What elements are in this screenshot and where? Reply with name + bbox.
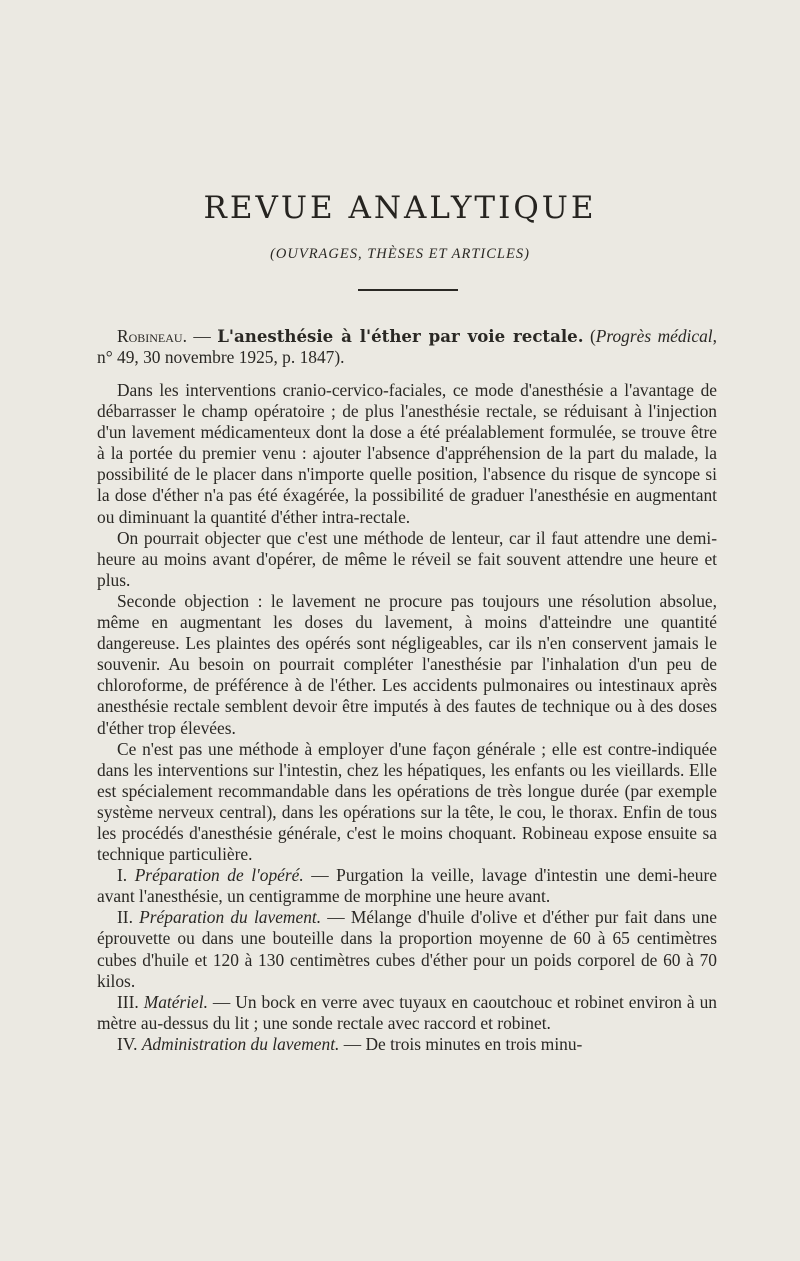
section-3 — [97, 992, 717, 1034]
section-4-number: IV. — [117, 1033, 142, 1054]
section-4 — [97, 1034, 717, 1055]
paragraph-4: Ce n'est pas une méthode à employer d'une façon générale ; elle est contre-indiquée dans les interventions sur l'intestin, chez les hépatiques, les enfants ou les vieillards. Elle est spécialement recommandable dans les opérations de très longue durée (par exemple système nerveux central), dans les opérations sur la tête, le cou, le thorax. Enfin de tous les procédés d'anesthésie générale, c'est le moins choquant. Robineau expose ensuite sa technique particulière. — [97, 738, 717, 865]
page-title: REVUE ANALYTIQUE — [203, 190, 597, 226]
section-1-text: — Purgation la veille, lavage d'intestin une demi-heure avant l'anesthésie, un centigramme de morphine une heure avant. — [97, 865, 717, 907]
section-4-text: — De trois minutes en trois minu- — [339, 1033, 583, 1054]
section-3-label: Matériel. — [143, 991, 208, 1012]
section-2 — [97, 907, 717, 991]
article-heading — [97, 326, 717, 368]
paragraph-1: Dans les interventions cranio-cervico-faciales, ce mode d'anesthésie a l'avantage de débarrasser le champ opératoire ; de plus l'anesthésie rectale, se réduisant à l'injection d'un lavement médicamenteux dont la dose a été préalablement formulée, se trouve être à la portée du premier venu : ajouter l'absence d'appréhension de la part du malade, la possibilité de le placer dans n'importe quelle position, l'absence du risque de syncope si la dose d'éther n'a pas été éxagérée, la possibilité de graduer l'anesthésie en augmentant ou diminuant la quantité d'éther intra-rectale. — [97, 380, 717, 527]
section-1-number: I. — [117, 865, 135, 886]
source-open: ( — [583, 326, 596, 346]
section-3-number: III. — [117, 991, 144, 1012]
section-3-text: — Un bock en verre avec tuyaux en caoutchouc et robinet environ à un mètre au-dessus du lit ; une sonde rectale avec raccord et robinet. — [97, 991, 717, 1033]
section-2-text: — Mélange d'huile d'olive et d'éther pur fait dans une éprouvette ou dans une bouteille dans la proportion moyenne de 60 à 65 centimètres cubes d'huile et 120 à 130 centimètres cubes d'éther pour un poids corporel de 60 à 70 kilos. — [97, 907, 718, 991]
paragraph-3: Seconde objection : le lavement ne procure pas toujours une résolution absolue, même en augmentant les doses du lavement, à moins d'atteindre une quantité dangereuse. Les plaintes des opérés sont négligeables, car ils n'en conservent jamais le souvenir. Au besoin on pourrait compléter l'anesthésie par l'inhalation d'un peu de chloroforme, de préférence à de l'éther. Les accidents pulmonaires ou intestinaux après anesthésie rectale semblent devoir être imputés à des fautes de technique ou à des doses d'éther trop élevées. — [97, 590, 717, 738]
page-subtitle: (OUVRAGES, THÈSES ET ARTICLES) — [270, 246, 530, 262]
article-source: Progrès médical — [595, 326, 713, 346]
section-1 — [97, 865, 717, 907]
divider — [358, 289, 458, 291]
section-4-label: Administration du lavement. — [141, 1033, 340, 1054]
section-2-label: Préparation du lavement. — [139, 907, 322, 928]
article-title: L'anesthésie à l'éther par voie rectale. — [217, 326, 584, 346]
article-body — [97, 326, 717, 1055]
section-2-number: II. — [117, 907, 140, 928]
section-1-label: Préparation de l'opéré. — [134, 865, 304, 886]
article-author: Robineau. — [117, 326, 187, 346]
article-source-details: , n° 49, 30 novembre 1925, p. 1847). — [97, 326, 717, 367]
heading-dash: — — [186, 326, 218, 346]
paragraph-2: On pourrait objecter que c'est une méthode de lenteur, car il faut attendre une demi-heure au moins avant d'opérer, de même le réveil se fait souvent attendre une heure et plus. — [97, 527, 717, 590]
